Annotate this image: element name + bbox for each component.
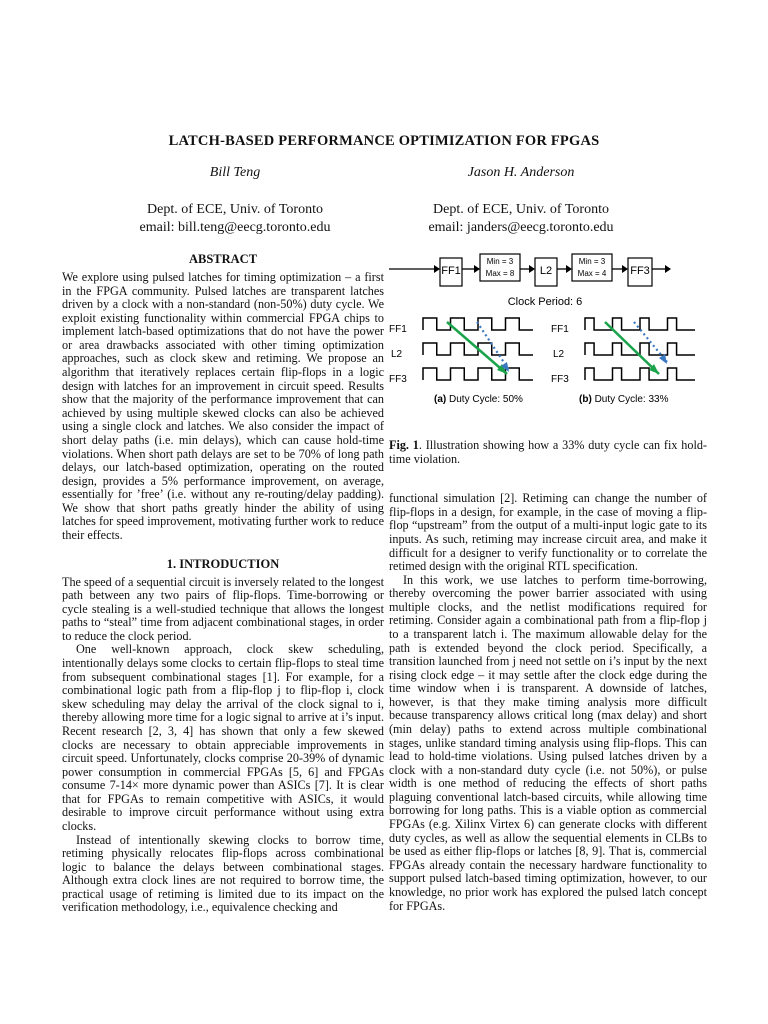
- figure-1-diagram: [389, 252, 707, 417]
- author-block-2: [410, 165, 632, 237]
- author-block-1: [130, 165, 340, 237]
- row-label-l2: L2: [553, 349, 565, 360]
- block-label-ff1: FF1: [441, 265, 461, 277]
- left-column: [62, 252, 384, 915]
- intro-paragraph-3: Instead of intentionally skewing clocks to borrow time, retiming physically relocates flip-flops across combinational logic to balance the delays between combinational stages. Although extra clock lines are not required to borrow time, the practical usage of retiming is limited due to its impact on the verification methodology, i.e., equivalence checking and: [62, 832, 384, 915]
- paper-title: LATCH-BASED PERFORMANCE OPTIMIZATION FOR FPGAS: [168, 133, 600, 149]
- block-label-ff3: FF3: [630, 265, 650, 277]
- abstract-heading: ABSTRACT: [188, 252, 258, 266]
- delay-box-1-min: Min = 3: [486, 257, 514, 266]
- author-name: Bill Teng: [209, 165, 261, 180]
- delay-box-1-max: Max = 8: [485, 269, 515, 278]
- figure-caption: [389, 439, 707, 466]
- figure-caption-label: Fig. 1: [389, 438, 419, 452]
- delay-box-2-max: Max = 4: [577, 269, 607, 278]
- row-label-ff3: FF3: [551, 374, 569, 385]
- clock-period-label: Clock Period: 6: [507, 296, 583, 308]
- author-affiliation: Dept. of ECE, Univ. of Toronto: [433, 202, 609, 217]
- right-paragraph-1: functional simulation [2]. Retiming can change the number of flip-flops in a design, for example, in the case of moving a flip-flop “upstream” from the output of a multi-input logic gate to its inputs. As such, retiming may increase circuit area, and make it difficult for a designer to verify functionality or to correlate the retimed design with the original RTL specification.: [389, 491, 707, 574]
- abstract-text: We explore using pulsed latches for timing optimization – a first in the FPGA community. Pulsed latches are transparent latches driven by a clock with a non-standard (non-50%) duty cycle. We exploit existing functionality within commercial FPGA chips to implement latch-based optimizations that do not have the power or area drawbacks associated with other timing optimization approaches, such as clock skew and retiming. We propose an algorithm that iteratively replaces certain flip-flops in a logic design with latches for an improvement in circuit speed. Results show that the majority of the performance improvement that can achieved by using multiple skewed clocks can also be achieved using a single clock and latches. We also consider the impact of short delay paths (i.e. min delays), which can cause hold-time violations. When short path delays are set to be 70% of long path delays, our latch-based optimization, operating on the routed design, provides a 5% performance improvement, on average, essentially for ’free’ (i.e. without any re-routing/delay padding). We show that short paths greatly hinder the ability of using latches for speed improvement, motivating further work to reduce their effects.: [62, 270, 384, 542]
- panel-b: [551, 318, 695, 405]
- clock-waveforms-b: [585, 318, 695, 380]
- author-email: email: bill.teng@eecg.toronto.edu: [139, 220, 331, 235]
- author-email: email: janders@eecg.toronto.edu: [428, 220, 614, 235]
- row-label-ff1: FF1: [551, 324, 569, 335]
- right-column: [389, 252, 707, 913]
- panel-b-label: (b) Duty Cycle: 33%: [579, 394, 669, 405]
- panel-a-label: (a) Duty Cycle: 50%: [434, 394, 523, 405]
- right-paragraph-2: In this work, we use latches to perform time-borrowing, thereby overcoming the power barrier associated with using multiple clocks, and the netlist modifications required for retiming. Consider again a combinational path from a flip-flop j to a transparent latch i. The maximum allowable delay for the path is extended beyond the clock period. Specifically, a transition launched from j need not settle on i’s input by the next rising clock edge – it may settle after the clock edge during the time window when i is transparent. A downside of latches, however, is that they make timing analysis more difficult because transparency allows critical long (max delay) and short (min delay) paths to extend across multiple combinational stages, unlike standard timing analysis using flip-flops. This can lead to hold-time violations. Using pulsed latches driven by a clock with a non-standard duty cycle (i.e. not 50%), or pulse width is one method of reducing the effects of short paths plaguing conventional latch-based circuits, while allowing time borrowing for long paths. This is a viable option as commercial FPGAs (e.g. Xilinx Virtex 6) can generate clocks with different duty cycles, as well as allow the sequential elements in CLBs to be used as either flip-flops or latches [8, 9]. That is, commercial FPGAs already contain the necessary hardware functionality to support pulsed latch-based timing optimization, however, to our knowledge, no prior work has explored the pulsed latch concept for FPGAs.: [389, 572, 707, 913]
- intro-paragraph-1: The speed of a sequential circuit is inversely related to the longest path between any two pairs of flip-flops. Time-borrowing or cycle stealing is a well-studied technique that allows the longest paths to “steal” time from adjacent combinational stages, in order to reduce the clock period.: [62, 574, 384, 643]
- block-label-l2: L2: [539, 265, 553, 277]
- row-label-l2: L2: [391, 349, 403, 360]
- panel-a: [389, 318, 533, 405]
- intro-paragraph-2: One well-known approach, clock skew scheduling, intentionally delays some clocks to certain flip-flops to steal time from subsequent combinational stages [1]. For example, for a combinational logic path from a flip-flop j to flip-flop i, clock skew scheduling may delay the arrival of the clock signal to i, thereby allowing more time for a logic signal to arrive at i’s input. Recent research [2, 3, 4] has shown that only a few skewed clocks are necessary to obtain appreciable improvements in circuit speed. Unfortunately, clocks comprise 20-39% of dynamic power consumption in commercial FPGAs [5, 6] and FPGAs consume 7-14× more dynamic power than ASICs [7]. It is clear that for FPGAs to remain competitive with ASICs, it would desirable to improve circuit performance without using extra clocks.: [62, 642, 384, 833]
- delay-box-2-min: Min = 3: [578, 257, 606, 266]
- author-affiliation: Dept. of ECE, Univ. of Toronto: [147, 202, 323, 217]
- figure-caption-text: . Illustration showing how a 33% duty cycle can fix hold-time violation.: [389, 438, 707, 466]
- row-label-ff3: FF3: [389, 374, 407, 385]
- author-name: Jason H. Anderson: [467, 165, 575, 180]
- row-label-ff1: FF1: [389, 324, 407, 335]
- introduction-heading: 1. INTRODUCTION: [166, 556, 280, 571]
